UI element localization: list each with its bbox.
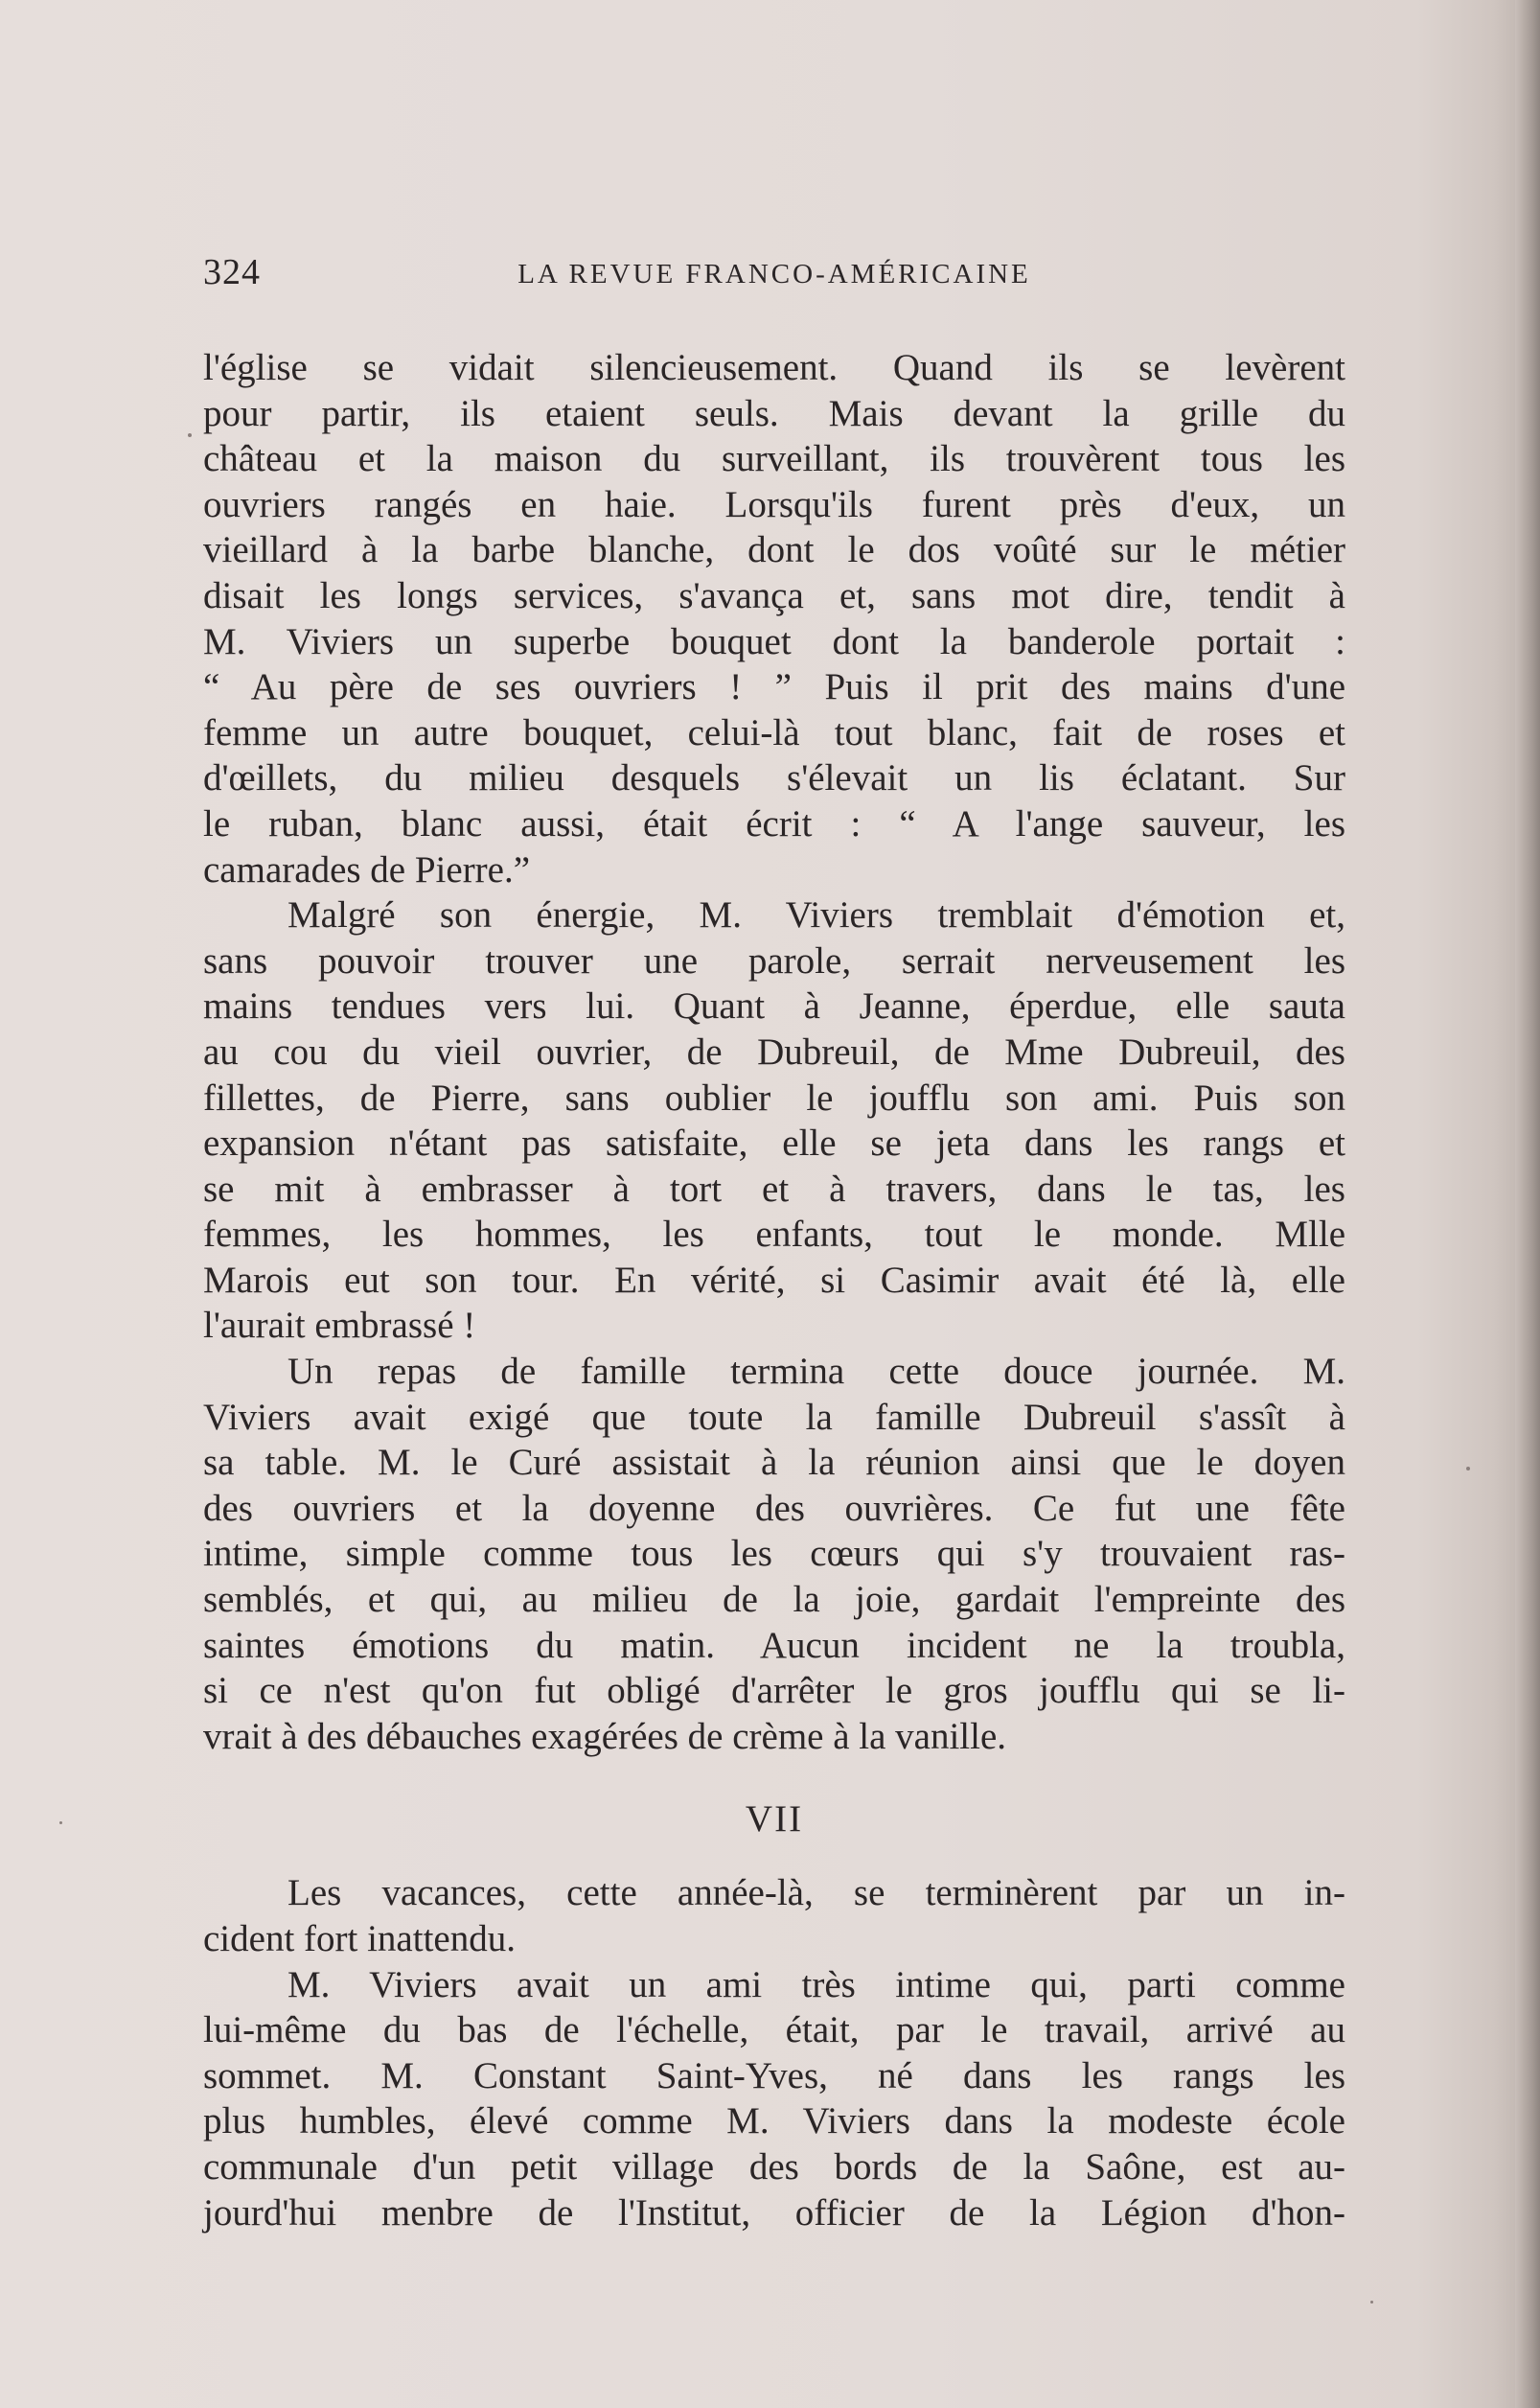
running-title: LA REVUE FRANCO-AMÉRICAINE <box>517 259 1031 289</box>
paper-speck <box>1370 2301 1373 2304</box>
text-line: camarades de Pierre.” <box>203 848 531 891</box>
text-line: expansion n'étant pas satisfaite, elle se jeta dans les rangs et <box>203 1123 1345 1165</box>
text-line: M. Viviers avait un ami très intime qui, parti comme <box>287 1963 1345 2005</box>
paper-speck <box>188 433 192 437</box>
text-line: “ Au père de ses ouvriers ! ” Puis il prit des mains d'une <box>203 666 1345 708</box>
paper-speck <box>59 1821 62 1824</box>
text-line: l'église se vidait silencieusement. Quand ils se levèrent <box>203 347 1345 388</box>
body-text <box>203 345 1345 2235</box>
text-line: jourd'hui menbre de l'Institut, officier de la Légion d'hon- <box>203 2191 1345 2234</box>
section-heading: VII <box>745 1798 804 1841</box>
text-line: l'aurait embrassé ! <box>203 1305 476 1347</box>
text-line: Un repas de famille termina cette douce journée. M. <box>287 1351 1345 1393</box>
text-line: Viviers avait exigé que toute la famille Dubreuil s'assît à <box>203 1396 1345 1438</box>
text-line: ouvriers rangés en haie. Lorsqu'ils furent près d'eux, un <box>203 483 1345 525</box>
text-line: des ouvriers et la doyenne des ouvrières. Ce fut une fête <box>203 1487 1345 1529</box>
text-line: femme un autre bouquet, celui-là tout blanc, fait de roses et <box>203 711 1345 753</box>
text-line: saintes émotions du matin. Aucun incident ne la troubla, <box>203 1624 1345 1666</box>
text-line: sommet. M. Constant Saint-Yves, né dans les rangs les <box>203 2054 1345 2096</box>
text-after-section <box>203 1870 1345 2235</box>
text-line: sans pouvoir trouver une parole, serrait nerveusement les <box>203 939 1345 982</box>
text-line: fillettes, de Pierre, sans oublier le joufflu son ami. Puis son <box>203 1077 1345 1119</box>
paragraph <box>203 892 1345 1349</box>
text-line: cident fort inattendu. <box>203 1918 516 1959</box>
text-line: mains tendues vers lui. Quant à Jeanne, éperdue, elle sauta <box>203 985 1345 1028</box>
text-line: sa table. M. le Curé assistait à la réunion ainsi que le doyen <box>203 1442 1345 1484</box>
paper-speck <box>1466 1467 1470 1470</box>
text-line: château et la maison du surveillant, ils trouvèrent tous les <box>203 438 1345 480</box>
page-header <box>203 251 1345 293</box>
text-line: Marois eut son tour. En vérité, si Casimir avait été là, elle <box>203 1259 1345 1301</box>
text-line: M. Viviers un superbe bouquet dont la banderole portait : <box>203 620 1345 662</box>
paragraph <box>203 1962 1345 2236</box>
text-line: Malgré son énergie, M. Viviers tremblait d'émotion et, <box>287 894 1345 937</box>
page-edge-shadow <box>1515 0 1540 2408</box>
page-number: 324 <box>203 252 261 292</box>
text-line: pour partir, ils etaient seuls. Mais devant la grille du <box>203 392 1345 434</box>
text-line: se mit à embrasser à tort et à travers, dans le tas, les <box>203 1168 1345 1210</box>
text-line: d'œillets, du milieu desquels s'élevait un lis éclatant. Sur <box>203 757 1345 799</box>
paragraph <box>203 1870 1345 1961</box>
text-line: au cou du vieil ouvrier, de Dubreuil, de Mme Dubreuil, des <box>203 1030 1345 1073</box>
text-line: vrait à des débauches exagérées de crème à la vanille. <box>203 1715 1007 1757</box>
text-line: disait les longs services, s'avança et, sans mot dire, tendit à <box>203 574 1345 616</box>
text-line: si ce n'est qu'on fut obligé d'arrêter le gros joufflu qui se li- <box>203 1670 1345 1712</box>
paragraph <box>203 1349 1345 1759</box>
paragraph <box>203 345 1345 892</box>
text-line: vieillard à la barbe blanche, dont le dos voûté sur le métier <box>203 529 1345 571</box>
text-line: semblés, et qui, au milieu de la joie, gardait l'empreinte des <box>203 1579 1345 1621</box>
text-line: Les vacances, cette année-là, se terminèrent par un in- <box>287 1872 1345 1914</box>
text-line: communale d'un petit village des bords de la Saône, est au- <box>203 2145 1345 2188</box>
text-line: plus humbles, élevé comme M. Viviers dans la modeste école <box>203 2100 1345 2142</box>
text-line: intime, simple comme tous les cœurs qui s'y trouvaient ras- <box>203 1533 1345 1575</box>
text-before-section <box>203 345 1345 1759</box>
text-line: le ruban, blanc aussi, était écrit : “ A l'ange sauveur, les <box>203 802 1345 845</box>
text-line: femmes, les hommes, les enfants, tout le monde. Mlle <box>203 1214 1345 1256</box>
section-spacing <box>203 1843 1345 1870</box>
text-line: lui-même du bas de l'échelle, était, par le travail, arrivé au <box>203 2009 1345 2051</box>
section-spacing <box>203 1759 1345 1795</box>
